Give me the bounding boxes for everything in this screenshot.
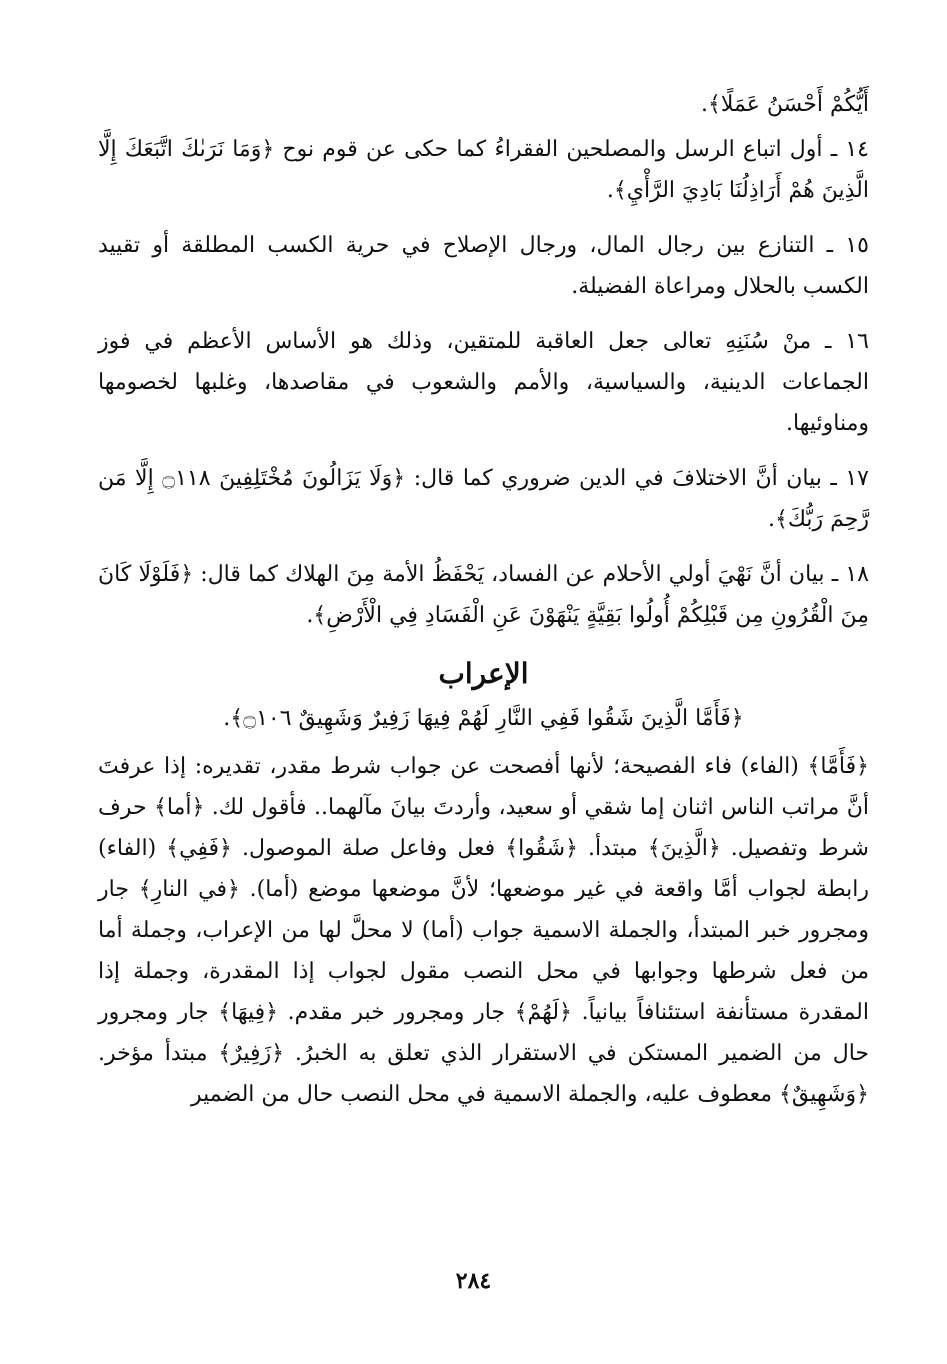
paragraph-18: ١٨ ـ بيان أنَّ نَهْيَ أولي الأحلام عن الفساد، يَحْفَظُ الأمة مِنَ الهلاك كما قال: ﴿فَلَوْلَا كَانَ مِنَ الْقُرُونِ مِن قَبْلِكُمْ أُولُوا بَقِيَّةٍ يَنْهَوْنَ عَنِ الْفَسَادِ فِي الْأَرْضِ﴾. [98, 562, 869, 628]
irab-paragraph: ﴿فَأَمَّا﴾ (الفاء) فاء الفصيحة؛ لأنها أفصحت عن جواب شرط مقدر، تقديره: إذا عرفتَ أنَّ مراتب الناس اثنان إما شقي أو سعيد، وأردتَ بيانَ مآلهما.. فأقول لك. ﴿أما﴾ حرف شرط وتفصيل. ﴿الَّذِينَ﴾ مبتدأ. ﴿شَقُوا﴾ فعل وفاعل صلة الموصول. ﴿فَفِي﴾ (الفاء) رابطة لجواب أمَّا واقعة في غير موضعها؛ لأنَّ موضعها موضع (أما). ﴿في النارِ﴾ جار ومجرور خبر المبتدأ، والجملة الاسمية جواب (أما) لا محلَّ لها من الإعراب، وجملة أما من فعل شرطها وجوابها في محل النصب مقول لجواب إذا المقدرة، وجملة إذا المقدرة مستأنفة استئنافاً بيانياً. ﴿لَهُمْ﴾ جار ومجرور خبر مقدم. ﴿فِيهَا﴾ جار ومجرور حال من الضمير المستكن في الاستقرار الذي تعلق به الخبرُ. ﴿زَفِيرٌ﴾ مبتدأ مؤخر. ﴿وَشَهِيقٌ﴾ معطوف عليه، والجملة الاسمية في محل النصب حال من الضمير [98, 754, 869, 1107]
paragraph-verse-end: أَيُّكُمْ أَحْسَنُ عَمَلًا﴾. [701, 92, 869, 117]
page-number: ٢٨٤ [455, 1268, 492, 1294]
paragraph-15: ١٥ ـ التنازع بين رجال المال، ورجال الإصلاح في حرية الكسب المطلقة أو تقييد الكسب بالحلال ومراعاة الفضيلة. [98, 233, 869, 299]
quoted-verse: ﴿فَأَمَّا الَّذِينَ شَقُوا فَفِي النَّارِ لَهُمْ فِيهَا زَفِيرٌ وَشَهِيقٌ ۝١٠٦﴾. [223, 706, 744, 731]
paragraph-17: ١٧ ـ بيان أنَّ الاختلافَ في الدين ضروري كما قال: ﴿وَلَا يَزَالُونَ مُخْتَلِفِينَ ۝١١٨ إِلَّا مَن رَّحِمَ رَبُّكَ﴾. [98, 466, 869, 532]
page-body [98, 84, 869, 1304]
section-heading: الإعراب [438, 657, 529, 690]
paragraph-14: ١٤ ـ أول اتباع الرسل والمصلحين الفقراءُ كما حكى عن قوم نوح ﴿وَمَا نَرَىٰكَ اتَّبَعَكَ إِلَّا الَّذِينَ هُمْ أَرَاذِلُنَا بَادِيَ الرَّأْيِ﴾. [98, 137, 869, 203]
paragraph-16: ١٦ ـ منْ سُنَنِهِ تعالى جعل العاقبة للمتقين، وذلك هو الأساس الأعظم في فوز الجماعات الدينية، والسياسية، والأمم والشعوب في مقاصدها، وغلبها لخصومها ومناوئيها. [98, 329, 869, 436]
